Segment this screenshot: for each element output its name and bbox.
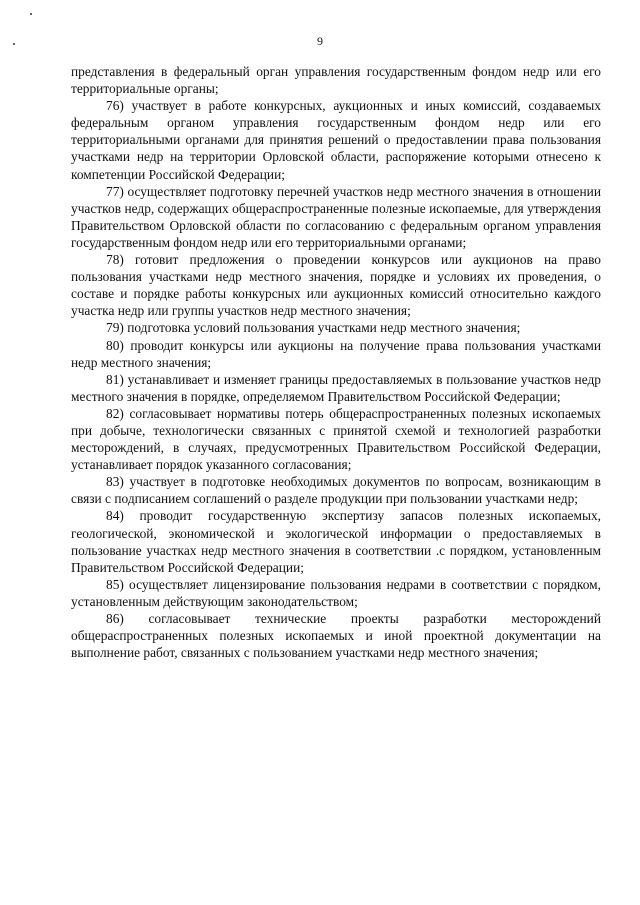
paragraph-item-84: 84) проводит государственную экспертизу запасов полезных ископаемых, геологической, экономической и экологической информации о предоставляемых в пользование участках недр местного значения в соответствии .с порядком, установленным Правительством Российской Федерации;	[71, 508, 601, 575]
paragraph-item-79: 79) подготовка условий пользования участками недр местного значения;	[106, 320, 521, 336]
paragraph-item-83: 83) участвует в подготовке необходимых документов по вопросам, возникающим в связи с подписанием соглашений о разделе продукции при пользовании участками недр;	[71, 474, 601, 507]
document-body	[71, 63, 601, 661]
paragraph-item-76: 76) участвует в работе конкурсных, аукционных и иных комиссий, создаваемых федеральным органом управления государственным фондом недр или его территориальными органами для принятия решений о предоставлении права пользования участками недр на территории Орловской области, распоряжение которыми отнесено к компетенции Российской Федерации;	[71, 98, 601, 182]
page-number: 9	[317, 34, 323, 48]
paragraph-continuation: представления в федеральный орган управления государственным фондом недр или его территориальные органы;	[71, 64, 601, 97]
paragraph-item-80: 80) проводит конкурсы или аукционы на получение права пользования участками недр местного значения;	[71, 337, 601, 370]
paragraph-item-85: 85) осуществляет лицензирование пользования недрами в соответствии с порядком, установленным действующим законодательством;	[71, 576, 601, 609]
paragraph-item-78: 78) готовит предложения о проведении конкурсов или аукционов на право пользования участками недр местного значения, порядке и условиях их проведения, о составе и порядке работы конкурсных или аукционных комиссий относительно каждого участка недр или группы участков недр местного значения;	[71, 252, 601, 319]
paragraph-item-82: 82) согласовывает нормативы потерь общераспространенных полезных ископаемых при добыче, технологически связанных с принятой схемой и технологией разработки месторождений, в случаях, предусмотренных Правительством Российской Федерации, устанавливает порядок указанного согласования;	[71, 405, 601, 473]
paragraph-item-86: 86) согласовывает технические проекты разработки месторождений общераспространенных полезных ископаемых и иной проектной документации на выполнение работ, связанных с пользованием участками недр местного значения;	[71, 611, 601, 661]
paragraph-item-81: 81) устанавливает и изменяет границы предоставляемых в пользование участков недр местного значения в порядке, определяемом Правительством Российской Федерации;	[71, 371, 601, 404]
scan-speck	[30, 13, 32, 15]
paragraph-item-77: 77) осуществляет подготовку перечней участков недр местного значения в отношении участков недр, содержащих общераспространенные полезные ископаемые, для утверждения Правительством Орловской области по согласованию с федеральным органом управления государственным фондом недр или его территориальными органами;	[71, 183, 601, 250]
